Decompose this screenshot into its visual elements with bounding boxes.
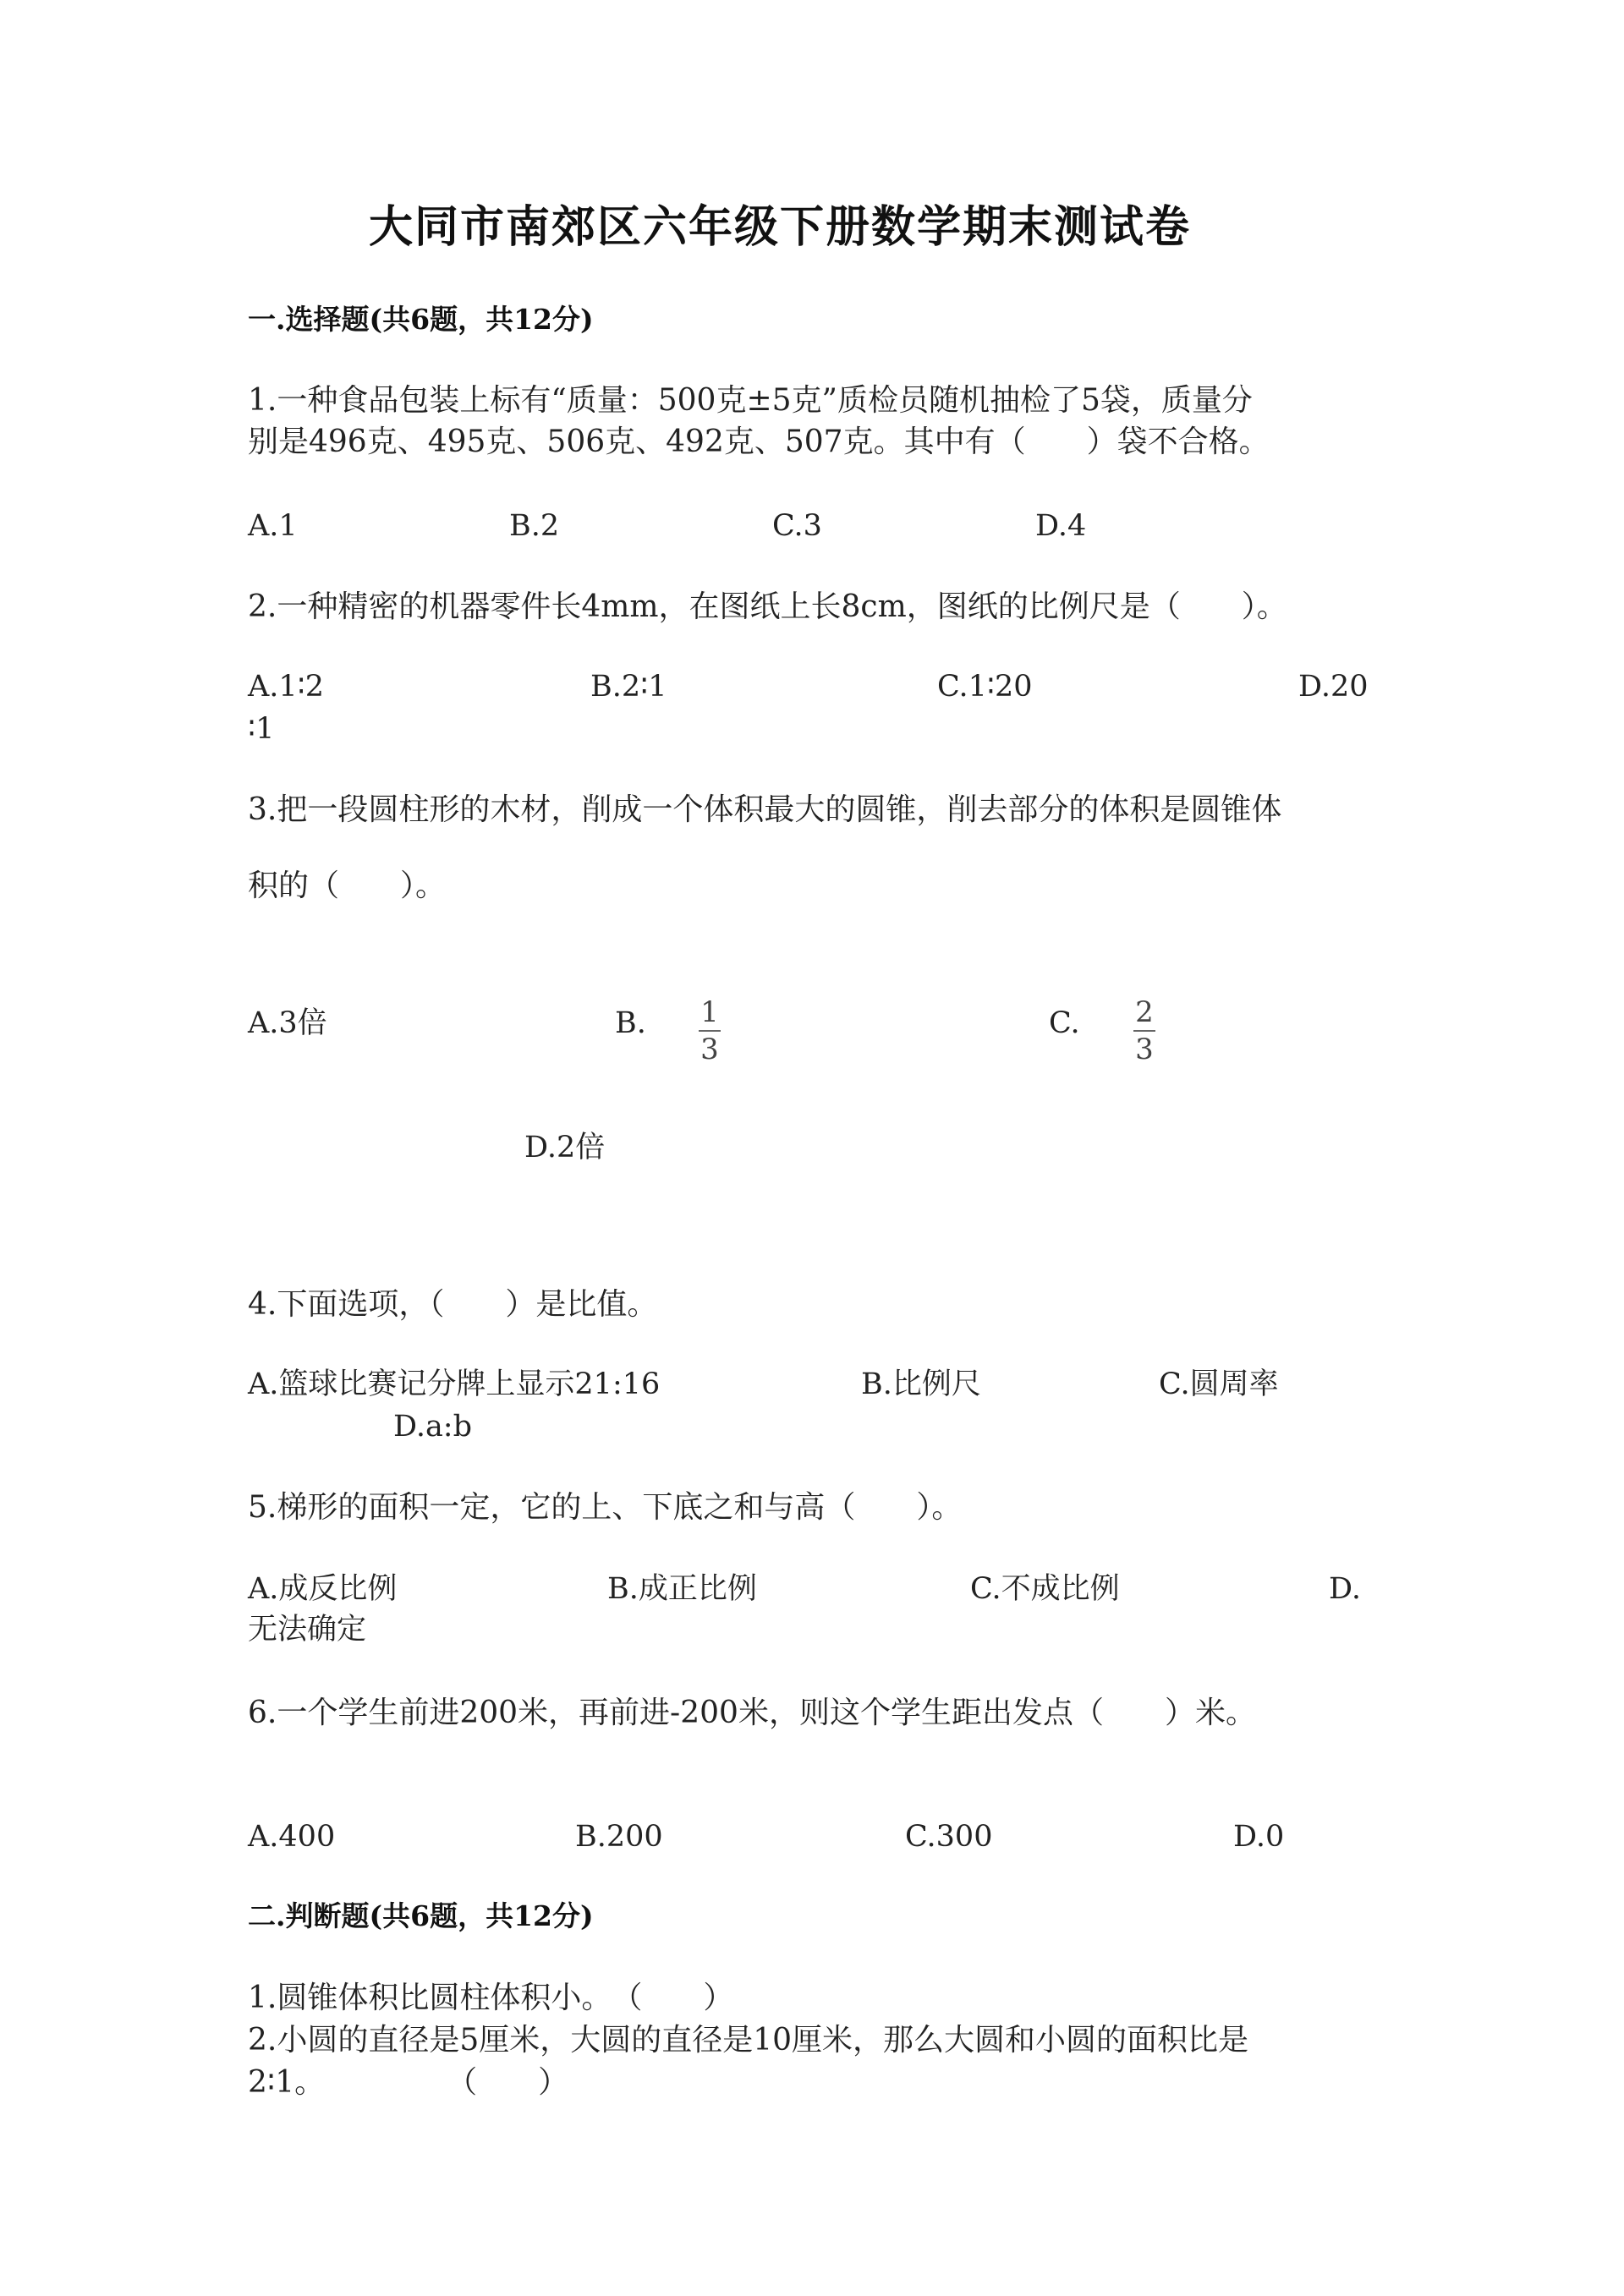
question-2-option-d[interactable]: D.20 xyxy=(1298,670,1369,704)
question-3-option-d[interactable]: D.2倍 xyxy=(524,1131,606,1164)
question-6-option-c[interactable]: C.300 xyxy=(905,1820,993,1854)
fraction-bar xyxy=(699,1030,721,1032)
question-1-option-d[interactable]: D.4 xyxy=(1035,509,1087,543)
question-1-line-2: 别是496克、495克、506克、492克、507克。其中有（ ）袋不合格。 xyxy=(248,425,1270,459)
question-1-option-b[interactable]: B.2 xyxy=(509,509,560,543)
question-3-line-1: 3.把一段圆柱形的木材，削成一个体积最大的圆锥，削去部分的体积是圆锥体 xyxy=(248,792,1282,827)
fraction-denominator: 3 xyxy=(1135,1033,1154,1066)
question-3-option-b-label[interactable]: B. xyxy=(615,1006,646,1040)
question-5-option-d-continuation: 无法确定 xyxy=(248,1613,367,1647)
question-1-option-a[interactable]: A.1 xyxy=(248,509,298,543)
question-1-option-c[interactable]: C.3 xyxy=(772,509,822,543)
question-4-option-b[interactable]: B.比例尺 xyxy=(861,1367,981,1401)
question-3-option-c-fraction[interactable] xyxy=(1133,995,1155,1066)
question-6-option-a[interactable]: A.400 xyxy=(248,1820,336,1854)
question-5-option-d[interactable]: D. xyxy=(1329,1572,1361,1606)
question-4-option-c[interactable]: C.圆周率 xyxy=(1159,1367,1279,1401)
question-3-line-2: 积的（ ）。 xyxy=(248,869,447,903)
question-4-option-a[interactable]: A.篮球比赛记分牌上显示21:16 xyxy=(248,1367,661,1401)
question-3-option-c-label[interactable]: C. xyxy=(1049,1006,1080,1040)
question-2-option-b[interactable]: B.2∶1 xyxy=(590,670,667,704)
question-6-option-d[interactable]: D.0 xyxy=(1233,1820,1285,1854)
question-4-option-d[interactable]: D.a:b xyxy=(393,1410,473,1444)
question-3-option-a[interactable]: A.3倍 xyxy=(248,1006,327,1040)
page-title: 大同市南郊区六年级下册数学期末测试卷 xyxy=(369,201,1192,253)
judgment-question-1: 1.圆锥体积比圆柱体积小。 （ ） xyxy=(248,1981,734,2015)
question-2-option-d-continuation: ∶1 xyxy=(248,712,275,746)
question-3-option-b-fraction[interactable] xyxy=(699,995,721,1066)
question-2-option-c[interactable]: C.1∶20 xyxy=(937,670,1033,704)
question-1-line-1: 1.一种食品包装上标有“质量：500克±5克”质检员随机抽检了5袋，质量分 xyxy=(248,383,1253,418)
question-2-option-a[interactable]: A.1∶2 xyxy=(248,670,325,704)
fraction-numerator: 2 xyxy=(1135,995,1154,1029)
question-4-line-1: 4.下面选项，（ ）是比值。 xyxy=(248,1287,658,1322)
fraction-numerator: 1 xyxy=(700,995,719,1029)
question-6-option-b[interactable]: B.200 xyxy=(575,1820,663,1854)
judgment-question-2-line-1: 2.小圆的直径是5厘米，大圆的直径是10厘米，那么大圆和小圆的面积比是 xyxy=(248,2023,1249,2058)
fraction-bar xyxy=(1133,1030,1155,1032)
question-6-line-1: 6.一个学生前进200米，再前进-200米，则这个学生距出发点（ ）米。 xyxy=(248,1696,1256,1730)
question-5-option-c[interactable]: C.不成比例 xyxy=(970,1572,1120,1606)
section-heading-judgment: 二.判断题(共6题，共12分) xyxy=(248,1899,594,1932)
question-5-line-1: 5.梯形的面积一定，它的上、下底之和与高（ ）。 xyxy=(248,1490,963,1525)
question-2-line-1: 2.一种精密的机器零件长4mm，在图纸上长8cm，图纸的比例尺是（ ）。 xyxy=(248,589,1287,624)
question-5-option-a[interactable]: A.成反比例 xyxy=(248,1572,398,1606)
section-heading-choice: 一.选择题(共6题，共12分) xyxy=(248,303,594,336)
fraction-denominator: 3 xyxy=(700,1033,719,1066)
judgment-question-2-line-2: 2∶1。 （ ） xyxy=(248,2065,569,2100)
question-5-option-b[interactable]: B.成正比例 xyxy=(607,1572,757,1606)
